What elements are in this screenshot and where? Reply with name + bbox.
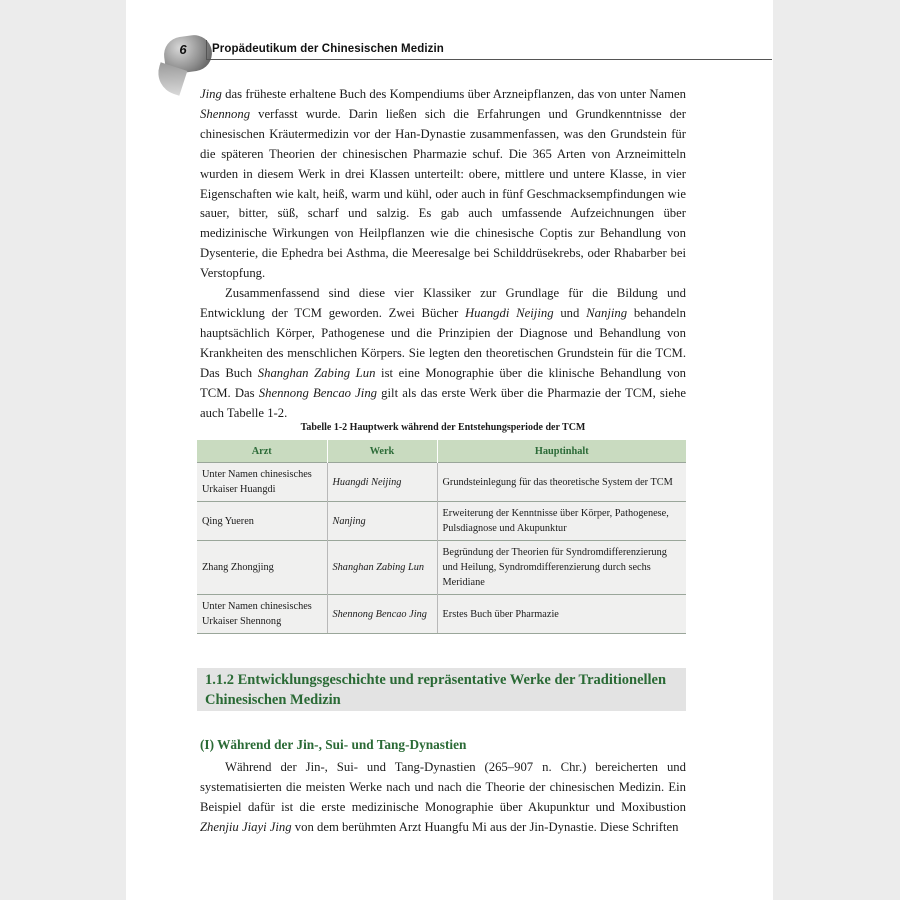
text-run: verfasst wurde. Darin ließen sich die Erfahrungen und Grundkenntnisse der chinesischen Kräutermedizin vor der Han-Dynastie zusammenfassen, was den Grundstein für die späteren Theorien der chinesischen Pharmazie schuf. Die 365 Arten von Arzneimitteln wurden in diesem Werk in drei Klassen unterteilt: obere, mittlere und untere Klasse, in vier Eigenschaften wie kalt, heiß, warm und kühl, oder auch in fünf Geschmacksempfindungen wie sauer, bitter, süß, scharf und salzig. Es gab auch umfassende Aufzeichnungen über medizinische Wirkungen von Heilpflanzen wie die chinesische Coptis zur Behandlung von Dysenterie, die Ephedra bei Asthma, die Meeresalge bei Schilddrüsekrebs, oder Rhabarber bei Verstopfung. bbox=[200, 106, 686, 281]
header-rule-tick bbox=[206, 40, 207, 59]
page-number: 6 bbox=[179, 42, 187, 57]
subsection-heading: (I) Während der Jin-, Sui- und Tang-Dynastien bbox=[200, 737, 467, 752]
cell-arzt: Qing Yueren bbox=[197, 502, 327, 541]
text-run: Zusammenfassend sind diese vier Klassiker zur Grundlage für die Bildung und Entwicklung der TCM geworden. Zwei Bücher bbox=[200, 286, 686, 320]
text-run: Während der Jin-, Sui- und Tang-Dynastien (265–907 n. Chr.) bereicherten und systematisierten die meisten Werke nach und nach die Theorie der chinesischen Medizin. Ein Beispiel dafür ist die erste medizinische Monographie über Akupunktur und Moxibustion bbox=[200, 760, 686, 814]
table-row bbox=[197, 541, 686, 595]
book-title: Shennong Bencao Jing bbox=[258, 385, 378, 400]
book-title: Zhenjiu Jiayi Jing bbox=[200, 819, 292, 834]
cell-arzt: Unter Namen chinesisches Urkaiser Huangdi bbox=[197, 463, 327, 502]
table-caption: Tabelle 1-2 Hauptwerk während der Entstehungsperiode der TCM bbox=[300, 422, 586, 433]
cell-arzt: Zhang Zhongjing bbox=[197, 541, 327, 595]
table-row bbox=[197, 502, 686, 541]
cell-hauptinhalt: Erweiterung der Kenntnisse über Körper, Pathogenese, Pulsdiagnose und Akupunktur bbox=[437, 502, 686, 541]
text-run: und bbox=[553, 305, 587, 320]
table-row bbox=[197, 463, 686, 502]
cell-werk: Shanghan Zabing Lun bbox=[327, 541, 437, 595]
text-run: gilt als das erste Werk über die Pharmazie der TCM, siehe auch Tabelle 1-2. bbox=[200, 385, 686, 420]
cell-werk: Shennong Bencao Jing bbox=[327, 595, 437, 634]
works-table bbox=[197, 440, 686, 634]
paragraph-1 bbox=[200, 85, 686, 284]
column-header-arzt: Arzt bbox=[197, 440, 327, 463]
cell-werk: Huangdi Neijing bbox=[327, 463, 437, 502]
body-text-bottom bbox=[200, 758, 686, 838]
text-run: das früheste erhaltene Buch des Kompendiums über Arzneipflanzen, das von unter Namen bbox=[221, 87, 686, 101]
table-row bbox=[197, 595, 686, 634]
book-title: Shanghan Zabing Lun bbox=[257, 365, 376, 380]
body-text-top bbox=[200, 85, 686, 423]
paragraph-2 bbox=[200, 284, 686, 423]
text-run: behandeln hauptsächlich Körper, Pathogenese und die Prinzipien der Diagnose und Behandlung von Krankheiten des menschlichen Körpers. Sie legten den theoretischen Grundstein für die TCM. Das Buch bbox=[200, 305, 686, 380]
section-heading: 1.1.2 Entwicklungsgeschichte und repräsentative Werke der Traditionellen Chinesischen Medizin bbox=[205, 672, 667, 708]
cell-werk: Nanjing bbox=[327, 502, 437, 541]
book-title: Nanjing bbox=[586, 305, 628, 320]
cell-hauptinhalt: Grundsteinlegung für das theoretische System der TCM bbox=[437, 463, 686, 502]
table-header-row bbox=[197, 440, 686, 463]
cell-arzt: Unter Namen chinesisches Urkaiser Shennong bbox=[197, 595, 327, 634]
text-run: von dem berühmten Arzt Huangfu Mi aus der Jin-Dynastie. Diese Schriften bbox=[291, 819, 679, 834]
running-head: Propädeutikum der Chinesischen Medizin bbox=[212, 43, 444, 55]
cell-hauptinhalt: Erstes Buch über Pharmazie bbox=[437, 595, 686, 634]
paragraph-3 bbox=[200, 758, 686, 838]
column-header-werk: Werk bbox=[327, 440, 437, 463]
text-run: ist eine Monographie über die klinische Behandlung von TCM. Das bbox=[200, 365, 687, 400]
book-title: Huangdi Neijing bbox=[464, 305, 554, 320]
book-title: Jing bbox=[200, 87, 222, 101]
cell-hauptinhalt: Begründung der Theorien für Syndromdifferenzierung und Heilung, Syndromdifferenzierung durch sechs Meridiane bbox=[437, 541, 686, 595]
column-header-hauptinhalt: Hauptinhalt bbox=[437, 440, 686, 463]
header-rule bbox=[206, 59, 772, 60]
book-title: Shennong bbox=[200, 106, 251, 121]
